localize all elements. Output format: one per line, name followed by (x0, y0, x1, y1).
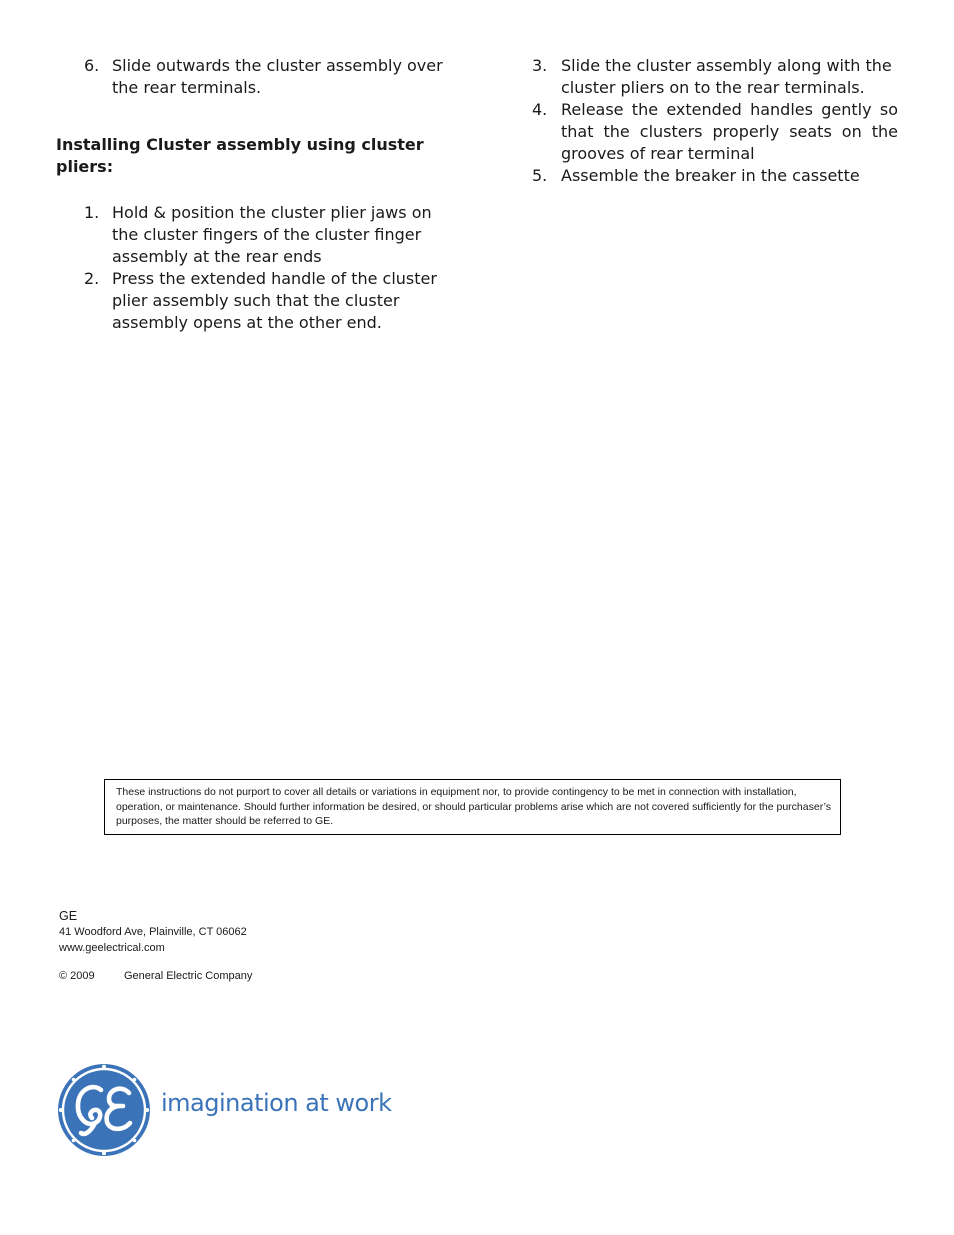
left-column (56, 55, 446, 334)
step-text: Slide outwards the cluster assembly over the rear terminals. (112, 56, 443, 97)
step-text: Hold & position the cluster plier jaws on the cluster fingers of the cluster finger assembly at the rear ends (112, 203, 432, 266)
logo-tagline: imagination at work (161, 1089, 392, 1117)
footer-address-block (59, 907, 252, 985)
step-text: Slide the cluster assembly along with the cluster pliers on to the rear terminals. (561, 56, 892, 97)
step-number: 6. (84, 56, 100, 75)
step-number: 5. (532, 166, 548, 185)
step-text: Assemble the breaker in the cassette (561, 166, 860, 185)
steps-list-intro (56, 55, 446, 99)
website-link[interactable]: www.geelectrical.com (59, 941, 165, 954)
list-item (532, 99, 898, 165)
list-item (532, 55, 898, 99)
ge-logo-icon (57, 1063, 151, 1157)
copyright-year: © 2009 (59, 970, 95, 982)
copyright-line (59, 969, 252, 985)
step-number: 1. (84, 203, 100, 222)
list-item (56, 268, 446, 334)
list-item (56, 202, 446, 268)
step-number: 2. (84, 269, 100, 288)
company-name: GE (59, 909, 78, 923)
section-heading: Installing Cluster assembly using cluster pliers: (56, 135, 424, 176)
step-text: Release the extended handles gently so that the clusters properly seats on the grooves of rear terminal (561, 100, 898, 163)
step-number: 3. (532, 56, 548, 75)
list-item (532, 165, 898, 187)
copyright-owner: General Electric Company (124, 970, 253, 982)
street-address: 41 Woodford Ave, Plainville, CT 06062 (59, 926, 247, 938)
disclaimer-box: These instructions do not purport to cover all details or variations in equipment nor, to provide contingency to be met in connection with installation, operation, or maintenance. Should further information be desired, or should particular problems arise which are not covered sufficiently for the purchaser’s purposes, the matter should be referred to GE. (104, 779, 841, 835)
steps-list (56, 202, 446, 334)
step-number: 4. (532, 100, 548, 119)
step-text: Press the extended handle of the cluster plier assembly such that the cluster assembly opens at the other end. (112, 269, 437, 332)
right-column (532, 55, 898, 187)
list-item (56, 55, 446, 99)
ge-monogram-logo (57, 1063, 151, 1157)
steps-list-continued (532, 55, 898, 187)
